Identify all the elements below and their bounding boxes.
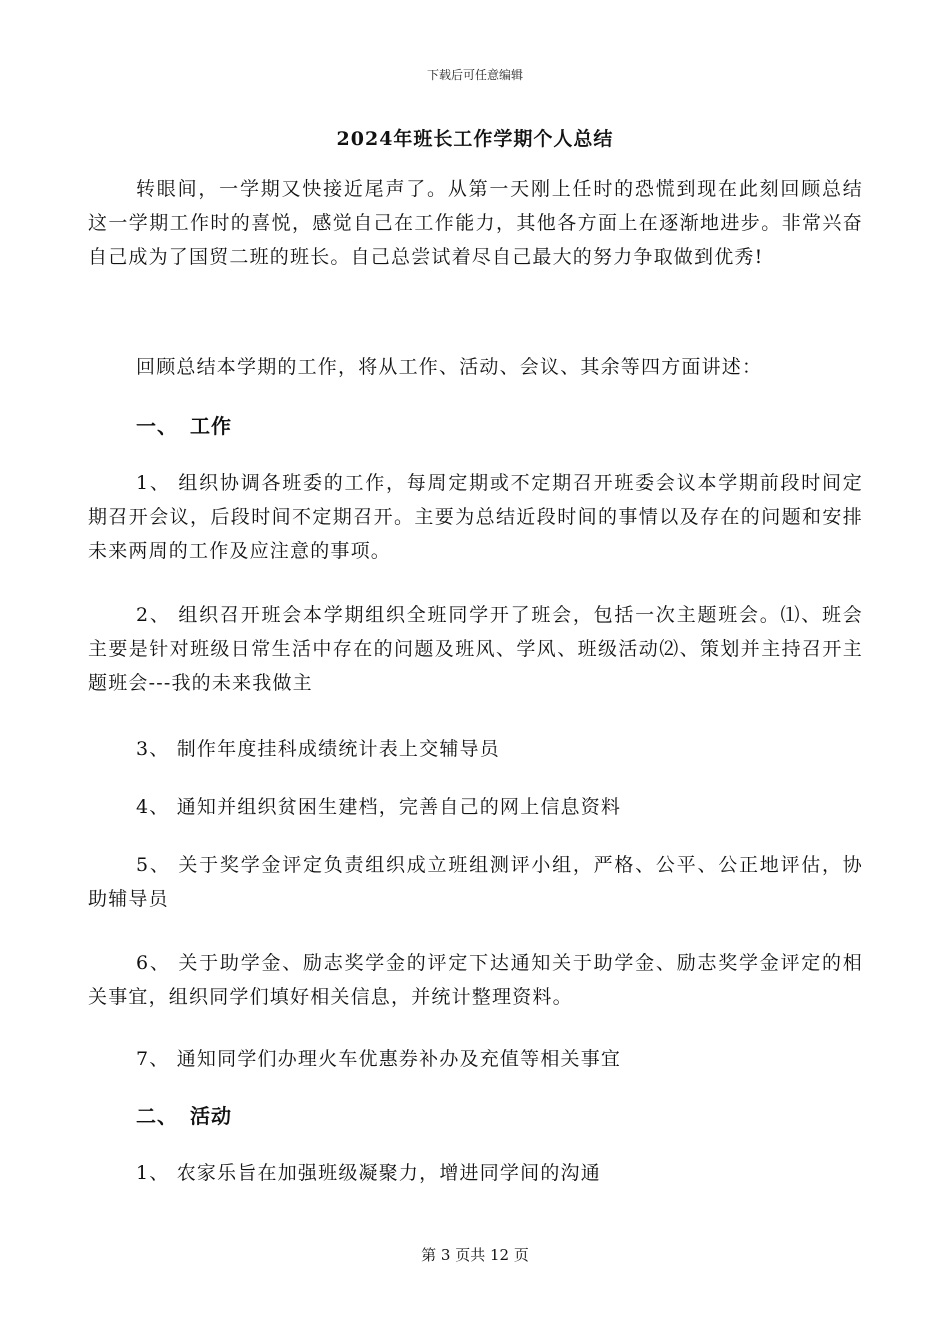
section-label: 活动 bbox=[190, 1104, 232, 1128]
overview-paragraph: 回顾总结本学期的工作，将从工作、活动、会议、其余等四方面讲述： bbox=[136, 356, 763, 378]
list-item: 4、 通知并组织贫困生建档，完善自己的网上信息资料 bbox=[136, 796, 622, 818]
list-item: 1、 农家乐旨在加强班级凝聚力，增进同学间的沟通 bbox=[136, 1162, 601, 1184]
list-item: 2、 组织召开班会本学期组织全班同学开了班会，包括一次主题班会。⑴、班会主要是针对班级日常生活中存在的问题及班风、学风、班级活动⑵、策划并主持召开主题班会---我的未来我做主 bbox=[88, 604, 863, 694]
list-item: 3、 制作年度挂科成绩统计表上交辅导员 bbox=[136, 738, 500, 760]
list-item: 7、 通知同学们办理火车优惠券补办及充值等相关事宜 bbox=[136, 1048, 622, 1070]
section-number: 二、 bbox=[136, 1104, 178, 1128]
list-item: 6、 关于助学金、励志奖学金的评定下达通知关于助学金、励志奖学金评定的相关事宜，组织同学们填好相关信息，并统计整理资料。 bbox=[88, 952, 863, 1008]
page-footer: 第 3 页共 12 页 bbox=[421, 1246, 529, 1264]
document-title: 2024年班长工作学期个人总结 bbox=[336, 128, 614, 150]
section-heading-work bbox=[136, 410, 232, 439]
intro-paragraph: 转眼间，一学期又快接近尾声了。从第一天刚上任时的恐慌到现在此刻回顾总结这一学期工作时的喜悦，感觉自己在工作能力，其他各方面上在逐渐地进步。非常兴奋自己成为了国贸二班的班长。自己总尝试着尽自己最大的努力争取做到优秀! bbox=[88, 178, 863, 268]
header-note: 下载后可任意编辑 bbox=[426, 68, 523, 82]
list-item: 5、 关于奖学金评定负责组织成立班组测评小组，严格、公平、公正地评估，协助辅导员 bbox=[88, 854, 863, 910]
section-number: 一、 bbox=[136, 414, 178, 438]
list-item: 1、 组织协调各班委的工作，每周定期或不定期召开班委会议本学期前段时间定期召开会议，后段时间不定期召开。主要为总结近段时间的事情以及存在的问题和安排未来两周的工作及应注意的事项。 bbox=[88, 472, 863, 562]
section-heading-activities bbox=[136, 1100, 232, 1129]
section-label: 工作 bbox=[190, 414, 232, 438]
